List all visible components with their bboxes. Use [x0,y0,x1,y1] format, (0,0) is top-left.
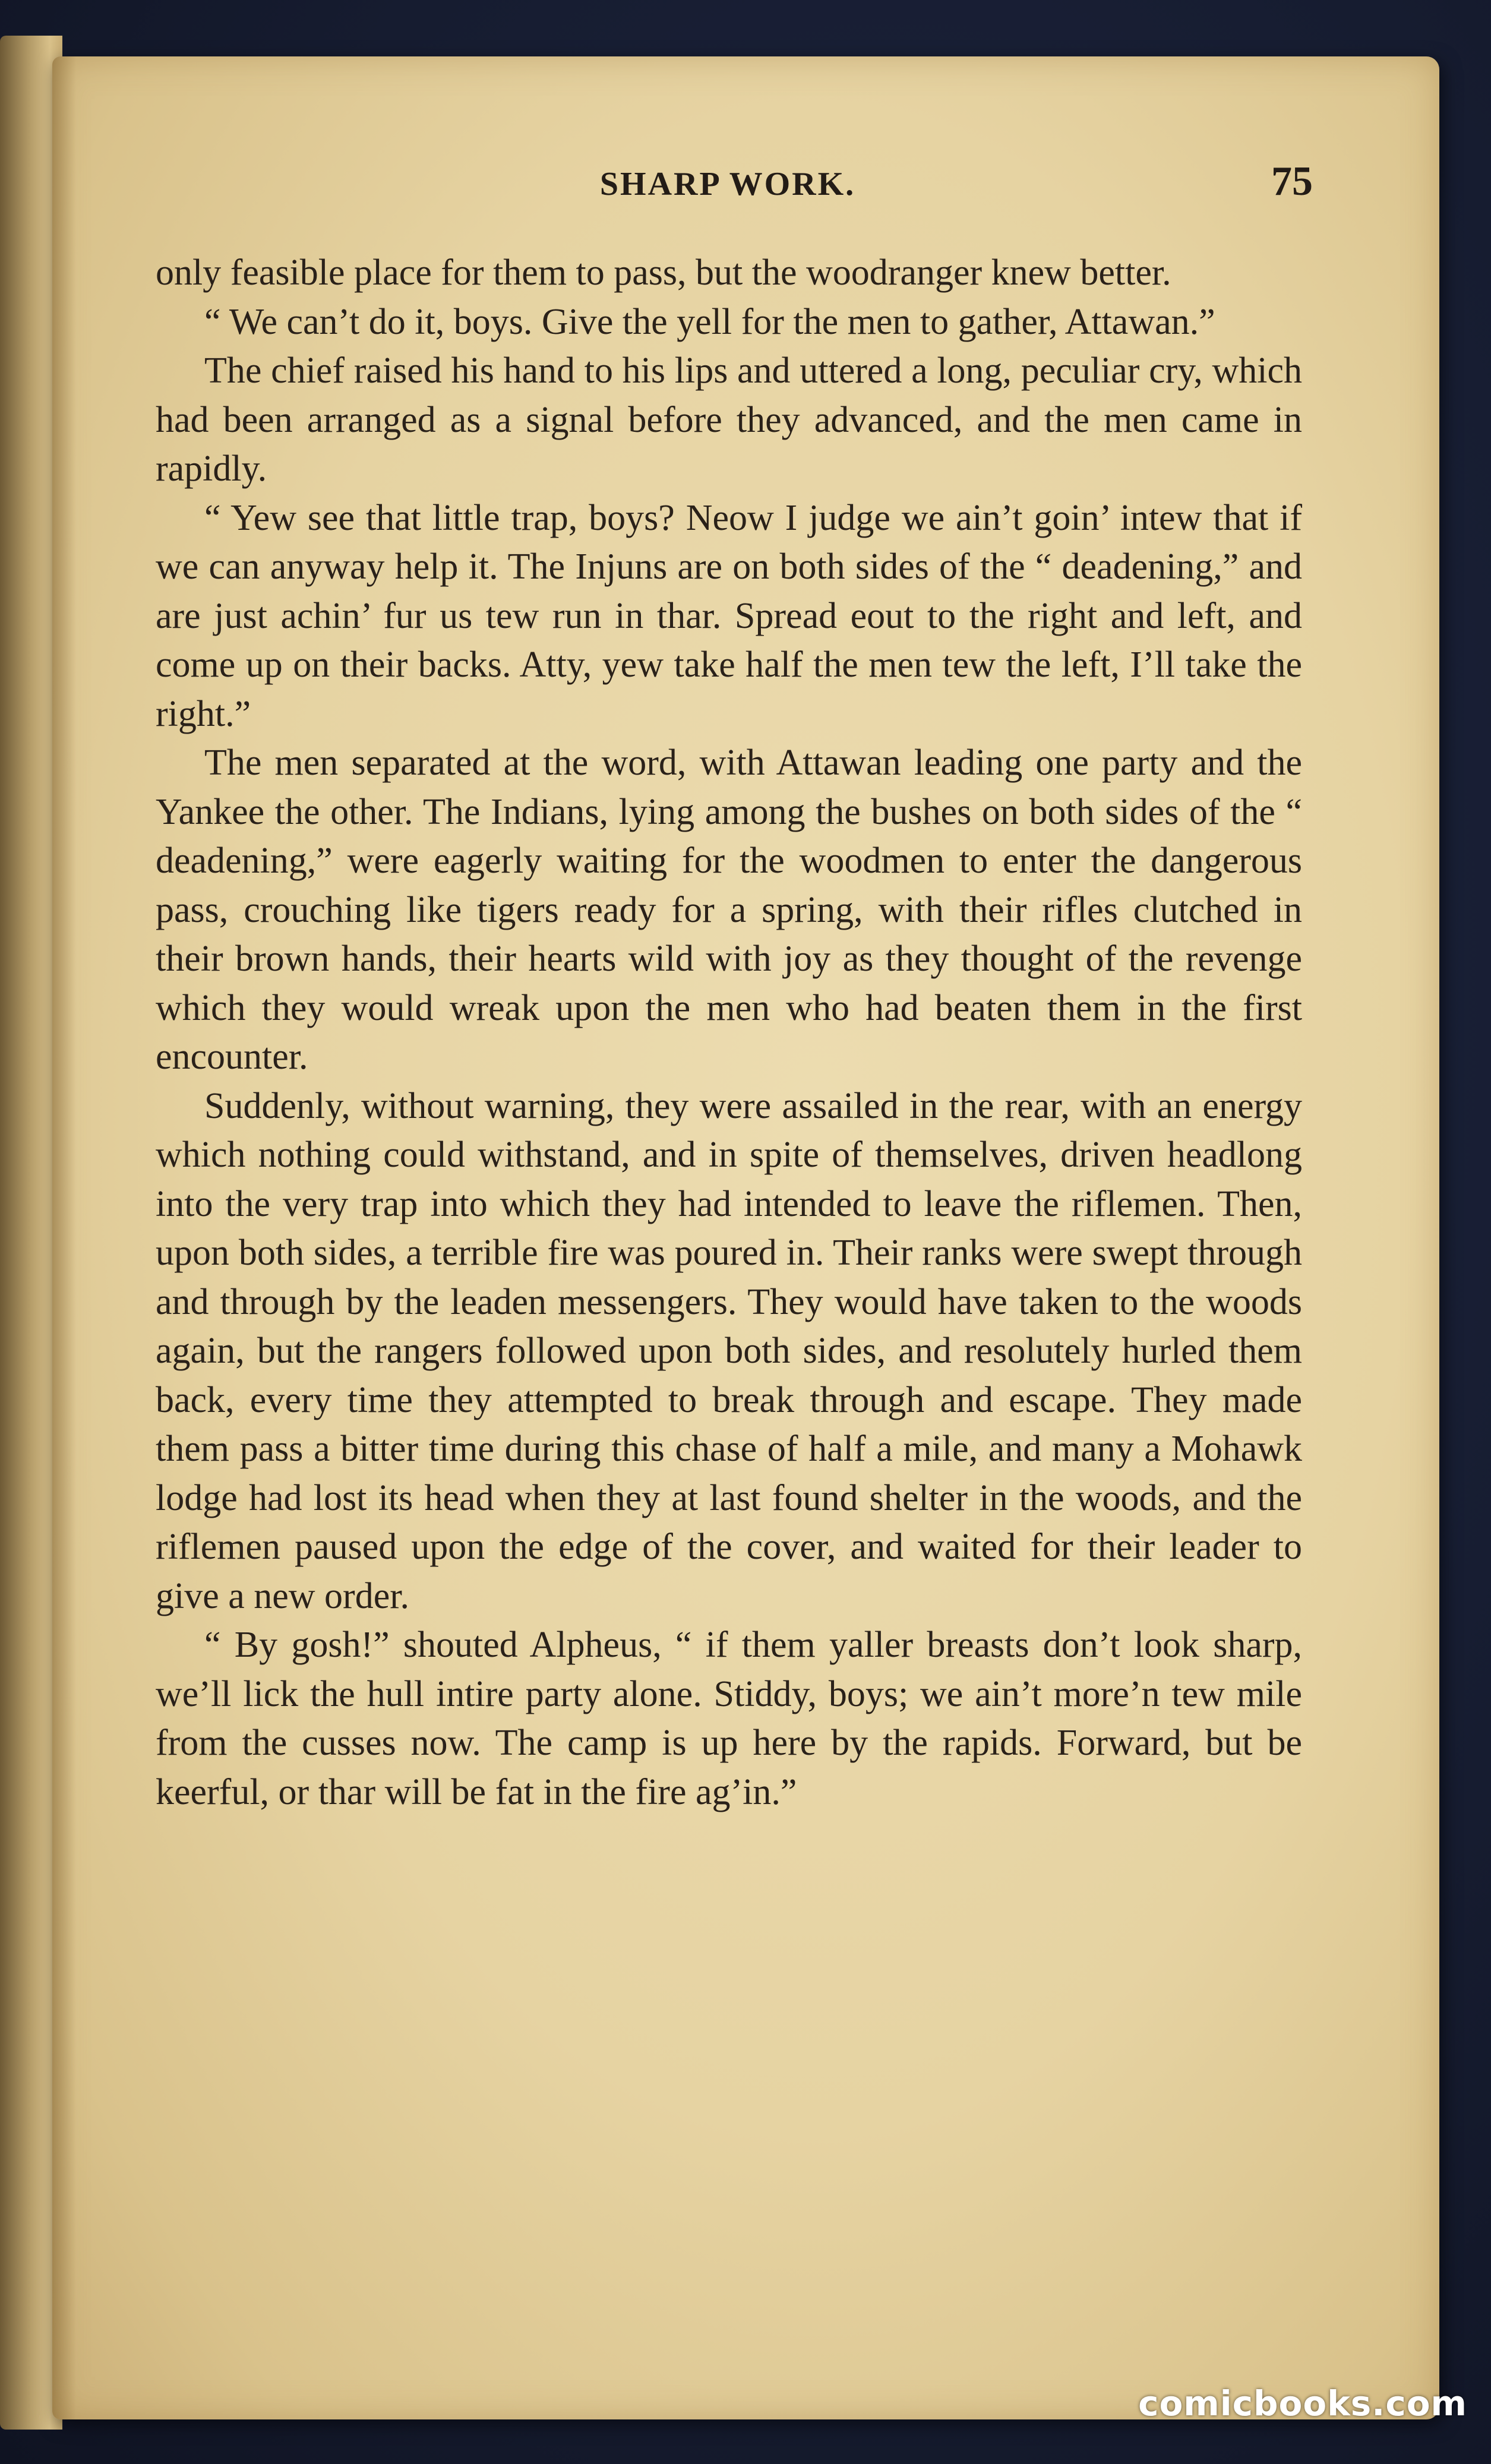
paragraph-chief-cry: The chief raised his hand to his lips and uttered a long, peculiar cry, which had been arranged as a signal before they advanced, and the men came in rapidly. [156,350,1302,489]
paragraph-men-separated: The men separated at the word, with Attawan leading one party and the Yankee the other. The Indians, lying among the bushes on both sides of the “ deadening,” were eagerly waiting for the woodmen to enter the dangerous pass, crouching like tigers ready for a spring, with their rifles clutched in their brown hands, their hearts wild with joy as they thought of the revenge which they would wreak upon the men who had beaten them in the first encounter. [156,743,1302,1077]
running-head-text: SHARP WORK. [599,166,856,203]
paragraph-dialogue-3: “ By gosh!” shouted Alpheus, “ if them yaller breasts don’t look sharp, we’ll lick the hull intire party alone. Stiddy, boys; we ain’t more’n tew mile from the cusses now. The camp is up here by the rapids. Forward, but be keerful, or thar will be fat in the fire ag’in.” [156,1625,1302,1812]
body-text [156,248,1302,1817]
paragraph-continuation: only feasible place for them to pass, but the woodranger knew better. [156,252,1171,293]
paragraph-assault: Suddenly, without warning, they were assailed in the rear, with an energy which nothing could withstand, and in spite of themselves, driven headlong into the very trap into which they had intended to leave the riflemen. Then, upon both sides, a terrible fire was poured in. Their ranks were swept through and through by the leaden messengers. They would have taken to the woods again, but the rangers followed upon both sides, and resolutely hurled them back, every time they attempted to break through and escape. They made them pass a bitter time during this chase of half a mile, and many a Mohawk lodge had lost its head when they at last found shelter in the woods, and the riflemen paused upon the edge of the cover, and waited for their leader to give a new order. [156,1085,1302,1616]
paragraph-dialogue-1: “ We can’t do it, boys. Give the yell for the men to gather, Attawan.” [204,301,1215,342]
paragraph-dialogue-2: “ Yew see that little trap, boys? Neow I judge we ain’t goin’ intew that if we can anyway help it. The Injuns are on both sides of the “ deadening,” and are just achin’ fur us tew run in thar. Spread eout to the right and left, and come up on their backs. Atty, yew take half the men tew the left, I’ll take the right.” [156,497,1302,734]
page-number: 75 [1271,159,1313,204]
site-watermark: comicbooks.com [1138,2383,1467,2424]
page-gutter-shadow [52,56,76,2419]
